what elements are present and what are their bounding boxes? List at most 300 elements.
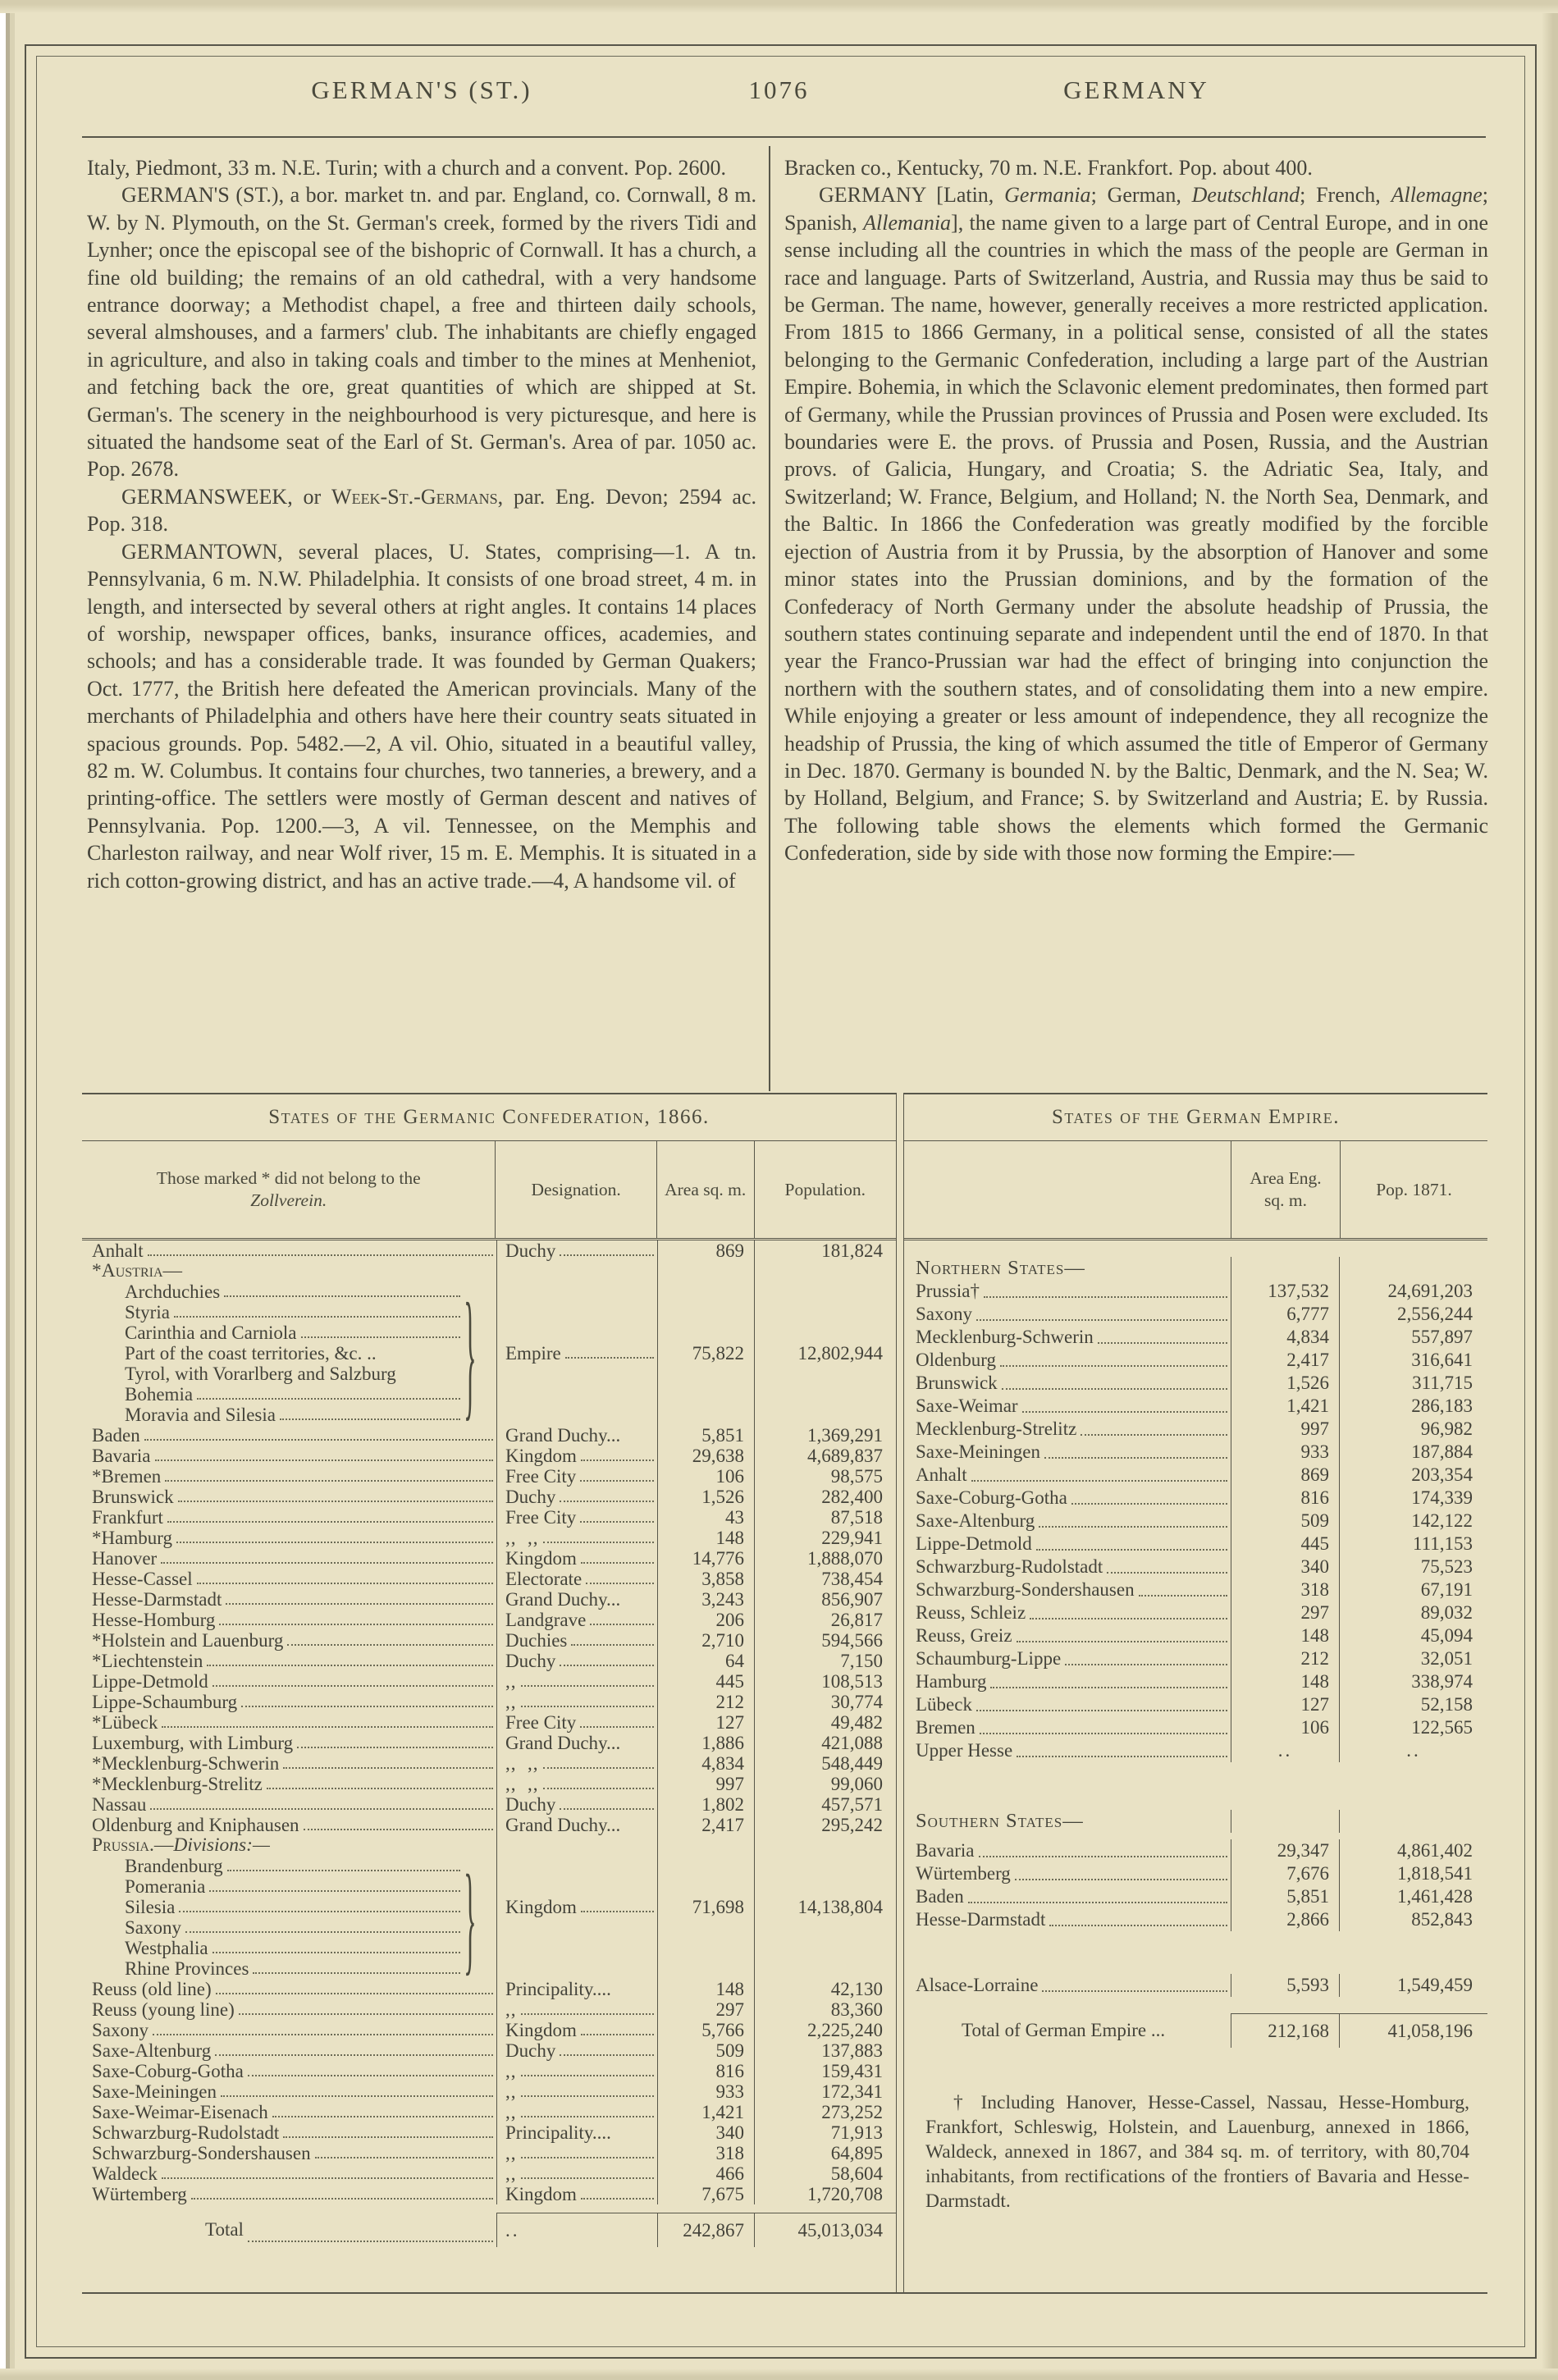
dotted-leader bbox=[581, 1562, 654, 1564]
population-cell bbox=[754, 1261, 896, 1281]
dotted-leader bbox=[1039, 1526, 1227, 1528]
area-cell: 29,638 bbox=[657, 1446, 754, 1466]
table-row bbox=[904, 1533, 1487, 1555]
table-row bbox=[82, 1753, 896, 1774]
dotted-leader bbox=[144, 1439, 493, 1441]
area-cell bbox=[1231, 1257, 1339, 1280]
state-name-cell bbox=[82, 1774, 496, 1794]
table-row bbox=[904, 1257, 1487, 1280]
header-designation-cell: Designation. bbox=[495, 1141, 656, 1238]
table-row bbox=[82, 1897, 896, 1917]
designation-cell bbox=[496, 1425, 657, 1446]
state-name: Bremen bbox=[916, 1717, 975, 1738]
area-cell: 1,526 bbox=[1231, 1372, 1339, 1395]
designation-cell bbox=[496, 2061, 657, 2081]
table-row bbox=[82, 1384, 896, 1405]
area-cell: 64 bbox=[657, 1651, 754, 1671]
dotted-leader bbox=[179, 1911, 460, 1912]
dotted-leader bbox=[216, 1993, 493, 1994]
table-row bbox=[82, 1630, 896, 1651]
table-row bbox=[82, 2184, 896, 2204]
area-cell: 2,866 bbox=[1231, 1908, 1339, 1931]
dotted-leader bbox=[241, 1706, 493, 1707]
designation-text: ,, bbox=[505, 1671, 517, 1692]
dotted-leader bbox=[586, 1583, 654, 1584]
area-cell: 43 bbox=[657, 1507, 754, 1528]
designation-text: Principality.... bbox=[505, 1979, 611, 1999]
state-name: Hamburg bbox=[916, 1671, 987, 1692]
dotted-leader bbox=[212, 1952, 460, 1953]
state-name: Hanover bbox=[92, 1548, 158, 1569]
area-cell bbox=[657, 1856, 754, 1876]
dotted-leader bbox=[581, 2034, 654, 2035]
dotted-leader bbox=[161, 1562, 493, 1564]
population-cell bbox=[754, 1281, 896, 1302]
table-row bbox=[904, 1555, 1487, 1578]
table-row bbox=[82, 1692, 896, 1712]
state-name-cell bbox=[904, 1693, 1231, 1716]
state-name-cell bbox=[904, 1862, 1231, 1885]
paragraph bbox=[784, 181, 1488, 866]
designation-text: Kingdom bbox=[505, 2020, 577, 2040]
population-cell: 1,549,459 bbox=[1339, 1974, 1487, 1997]
table-row bbox=[82, 1548, 896, 1569]
dotted-leader bbox=[1065, 1664, 1227, 1665]
state-name-cell bbox=[904, 1487, 1231, 1510]
state-name: Tyrol, with Vorarlberg and Salzburg bbox=[125, 1364, 396, 1384]
table-row bbox=[82, 1466, 896, 1487]
state-name: Archduchies bbox=[125, 1281, 221, 1302]
dotted-leader bbox=[1081, 1434, 1227, 1436]
state-name: Schwarzburg-Sondershausen bbox=[92, 2143, 311, 2163]
dotted-leader bbox=[209, 1890, 460, 1892]
state-name-cell bbox=[82, 1569, 496, 1589]
population-cell: 67,191 bbox=[1339, 1578, 1487, 1601]
table-row bbox=[82, 1774, 896, 1794]
table-row bbox=[904, 1441, 1487, 1464]
state-name-cell bbox=[82, 2020, 496, 2040]
dotted-leader bbox=[162, 1726, 493, 1728]
state-name: Würtemberg bbox=[916, 1863, 1011, 1884]
state-name-cell bbox=[904, 1257, 1231, 1280]
empire-table-header bbox=[904, 1141, 1487, 1240]
state-name: Bavaria bbox=[916, 1840, 975, 1861]
state-name: Schwarzburg-Rudolstadt bbox=[92, 2122, 280, 2143]
running-head-right: GERMANY bbox=[1063, 75, 1209, 104]
area-cell: 1,421 bbox=[657, 2102, 754, 2122]
dotted-leader bbox=[221, 2095, 493, 2097]
table-row bbox=[904, 1647, 1487, 1670]
area-cell: 297 bbox=[1231, 1601, 1339, 1624]
state-name-cell bbox=[82, 1692, 496, 1712]
area-cell: 3,243 bbox=[657, 1589, 754, 1610]
state-name: Brunswick bbox=[92, 1487, 174, 1507]
dotted-leader bbox=[590, 1624, 654, 1625]
population-cell: 738,454 bbox=[754, 1569, 896, 1589]
text-segment: GERMANTOWN, several places, U. States, comprising—1. A tn. Pennsylvania, 6 m. N.W. Philadelphia. It consists of one broad street, 4 m. in length, and intersected by several others at right angles. It contains 14 places of worship, newspaper offices, banks, insurance offices, academies, and schools; and has a considerable trade. It was founded by German Quakers; Oct. 1777, the British here defeated the American provincials. Many of the merchants of Philadelphia and others have here their country seats situated in spacious grounds. Pop. 5482.—2, A vil. Ohio, situated in a beautiful valley, 82 m. W. Columbus. It contains four churches, two tanneries, a brewery, and a printing-office. The settlers were mostly of German descent and natives of Pennsylvania. Pop. 1200.—3, A vil. Tennessee, on the Memphis and Charleston railway, and near Wolf river, 15 m. E. Memphis. It is situated in a rich cotton-growing district, and has an active trade.—4, A handsome vil. of bbox=[87, 539, 756, 893]
area-cell bbox=[657, 1384, 754, 1405]
state-name-cell bbox=[82, 2081, 496, 2102]
area-cell: 148 bbox=[1231, 1670, 1339, 1693]
designation-text: Duchy bbox=[505, 1487, 556, 1507]
text-segment: GERMANY [Latin, bbox=[819, 183, 1005, 208]
state-name: Saxe-Coburg-Gotha bbox=[92, 2061, 244, 2081]
area-cell: 466 bbox=[657, 2163, 754, 2184]
population-cell: 295,242 bbox=[754, 1815, 896, 1835]
dotted-leader bbox=[197, 1583, 493, 1584]
dotted-leader bbox=[581, 1460, 654, 1461]
designation-text: Duchy bbox=[505, 1794, 556, 1815]
table-row bbox=[82, 1261, 896, 1281]
state-name-cell bbox=[904, 1303, 1231, 1326]
paragraph bbox=[87, 483, 756, 538]
dotted-leader bbox=[1017, 1641, 1227, 1642]
designation-cell bbox=[496, 1999, 657, 2020]
table-row bbox=[82, 2020, 896, 2040]
text-segment: Allemania bbox=[863, 210, 952, 235]
area-cell: 318 bbox=[1231, 1578, 1339, 1601]
table-row bbox=[82, 1343, 896, 1364]
state-name-cell bbox=[904, 1670, 1231, 1693]
population-cell: 229,941 bbox=[754, 1528, 896, 1548]
text-segment: Bracken co., Kentucky, 70 m. N.E. Frankfort. Pop. about 400. bbox=[784, 156, 1313, 180]
area-cell: 869 bbox=[657, 1240, 754, 1261]
dotted-leader bbox=[1017, 1756, 1227, 1757]
designation-cell bbox=[496, 1958, 657, 1979]
state-name: *Hamburg bbox=[92, 1528, 172, 1548]
designation-cell bbox=[496, 1917, 657, 1938]
text-segment: Germania bbox=[1004, 183, 1091, 208]
state-name-cell bbox=[904, 1510, 1231, 1533]
population-cell: 273,252 bbox=[754, 2102, 896, 2122]
population-cell: 45,094 bbox=[1339, 1624, 1487, 1647]
state-name-cell bbox=[82, 1835, 496, 1856]
text-segment: Austria— bbox=[101, 1260, 183, 1281]
state-name: Schwarzburg-Sondershausen bbox=[916, 1579, 1135, 1600]
dotted-leader bbox=[1049, 1925, 1227, 1926]
area-cell bbox=[657, 1405, 754, 1425]
area-cell: 212 bbox=[657, 1692, 754, 1712]
population-cell: 52,158 bbox=[1339, 1693, 1487, 1716]
area-cell: 3,858 bbox=[657, 1569, 754, 1589]
state-name-cell bbox=[82, 1487, 496, 1507]
dotted-leader bbox=[272, 2116, 493, 2117]
dotted-leader bbox=[979, 1856, 1227, 1857]
table-row bbox=[904, 1839, 1487, 1862]
area-cell: 5,851 bbox=[1231, 1885, 1339, 1908]
table-row bbox=[82, 1507, 896, 1528]
population-cell: 548,449 bbox=[754, 1753, 896, 1774]
dotted-leader bbox=[571, 1644, 654, 1646]
table-row bbox=[82, 1733, 896, 1753]
population-cell: 12,802,944 bbox=[754, 1343, 896, 1364]
population-cell bbox=[754, 1364, 896, 1384]
state-name-cell bbox=[904, 1739, 1231, 1762]
population-cell: 7,150 bbox=[754, 1651, 896, 1671]
designation-cell bbox=[496, 1384, 657, 1405]
state-name-cell bbox=[904, 1326, 1231, 1349]
designation-text: ,, ,, bbox=[505, 1753, 539, 1774]
dotted-leader bbox=[1139, 1595, 1227, 1597]
area-cell: 71,698 bbox=[657, 1897, 754, 1917]
table-row bbox=[82, 1712, 896, 1733]
state-name-cell bbox=[82, 1405, 496, 1425]
area-cell: 4,834 bbox=[657, 1753, 754, 1774]
table-row bbox=[904, 1974, 1487, 1997]
dotted-leader bbox=[560, 1665, 654, 1666]
designation-text: Grand Duchy... bbox=[505, 1733, 621, 1753]
population-cell: 30,774 bbox=[754, 1692, 896, 1712]
confederation-table-header bbox=[82, 1141, 896, 1240]
state-name-cell bbox=[82, 1322, 496, 1343]
area-cell: 127 bbox=[1231, 1693, 1339, 1716]
designation-text: ,, bbox=[505, 1999, 517, 2020]
dotted-leader bbox=[301, 1336, 461, 1338]
population-cell: 1,888,070 bbox=[754, 1548, 896, 1569]
state-name: Styria bbox=[125, 1302, 170, 1322]
state-name-cell bbox=[82, 2102, 496, 2122]
table-row bbox=[904, 1693, 1487, 1716]
area-cell: 445 bbox=[1231, 1533, 1339, 1555]
designation-text: Kingdom bbox=[505, 1548, 577, 1569]
table-row bbox=[904, 1372, 1487, 1395]
area-cell: 148 bbox=[1231, 1624, 1339, 1647]
paragraph bbox=[87, 538, 756, 894]
total-area-cell: 242,867 bbox=[657, 2213, 754, 2247]
area-cell bbox=[657, 1364, 754, 1384]
dotted-leader bbox=[976, 1319, 1227, 1321]
dotted-leader bbox=[219, 1624, 493, 1625]
paragraph bbox=[87, 154, 756, 181]
designation-text: Principality.... bbox=[505, 2122, 611, 2143]
area-cell: 318 bbox=[657, 2143, 754, 2163]
scan-edge-top bbox=[0, 0, 1558, 13]
table-row bbox=[82, 2081, 896, 2102]
area-cell: 5,766 bbox=[657, 2020, 754, 2040]
table-row bbox=[82, 1979, 896, 1999]
designation-text: Duchy bbox=[505, 2040, 556, 2061]
designation-text: Grand Duchy... bbox=[505, 1815, 621, 1835]
state-name bbox=[92, 1261, 182, 1281]
designation-text: Free City bbox=[505, 1466, 577, 1487]
population-cell: 42,130 bbox=[754, 1979, 896, 1999]
dotted-leader bbox=[1036, 1549, 1227, 1551]
area-cell: 127 bbox=[657, 1712, 754, 1733]
dotted-leader bbox=[167, 1521, 493, 1523]
right-text-column bbox=[784, 154, 1488, 867]
population-cell: 1,461,428 bbox=[1339, 1885, 1487, 1908]
table-row bbox=[82, 1651, 896, 1671]
state-name-cell bbox=[82, 1364, 496, 1384]
population-cell: 4,861,402 bbox=[1339, 1839, 1487, 1862]
designation-cell bbox=[496, 1733, 657, 1753]
state-name: Alsace-Lorraine bbox=[916, 1975, 1039, 1995]
state-name: Lippe-Schaumburg bbox=[92, 1692, 238, 1712]
dotted-leader bbox=[976, 1710, 1227, 1711]
designation-text: Electorate bbox=[505, 1569, 583, 1589]
designation-text: Kingdom bbox=[505, 1446, 577, 1466]
empire-table bbox=[903, 1093, 1487, 2292]
population-cell: 282,400 bbox=[754, 1487, 896, 1507]
area-cell: 509 bbox=[657, 2040, 754, 2061]
dotted-leader bbox=[1022, 1411, 1227, 1413]
confederation-table-caption: States of the Germanic Confederation, 1866. bbox=[82, 1094, 896, 1141]
state-name: Westphalia bbox=[125, 1938, 208, 1958]
table-row bbox=[82, 1364, 896, 1384]
area-cell: 206 bbox=[657, 1610, 754, 1630]
designation-cell bbox=[496, 1774, 657, 1794]
total-row bbox=[82, 2213, 896, 2247]
designation-cell bbox=[496, 1302, 657, 1322]
state-name: Saxe-Coburg-Gotha bbox=[916, 1487, 1067, 1508]
state-name: Nassau bbox=[92, 1794, 147, 1815]
designation-cell bbox=[496, 1610, 657, 1630]
state-name-cell bbox=[82, 1302, 496, 1322]
area-cell: 509 bbox=[1231, 1510, 1339, 1533]
state-name: Saxony bbox=[916, 1304, 972, 1324]
population-cell: 111,153 bbox=[1339, 1533, 1487, 1555]
population-cell: 87,518 bbox=[754, 1507, 896, 1528]
dotted-leader bbox=[227, 1870, 460, 1871]
designation-cell bbox=[496, 1281, 657, 1302]
state-name-cell bbox=[82, 1548, 496, 1569]
state-name: Oldenburg and Kniphausen bbox=[92, 1815, 299, 1835]
state-name-cell bbox=[82, 1815, 496, 1835]
population-cell: 26,817 bbox=[754, 1610, 896, 1630]
dotted-leader bbox=[560, 1501, 654, 1502]
designation-text: Kingdom bbox=[505, 2184, 577, 2204]
area-cell: 106 bbox=[1231, 1716, 1339, 1739]
table-row bbox=[82, 1876, 896, 1897]
state-name-cell bbox=[82, 1897, 496, 1917]
table-row bbox=[82, 2163, 896, 2184]
designation-cell bbox=[496, 1651, 657, 1671]
table-row bbox=[82, 2102, 896, 2122]
state-name-cell bbox=[82, 1240, 496, 1261]
state-name: Lippe-Detmold bbox=[916, 1533, 1032, 1554]
state-name-cell bbox=[904, 1395, 1231, 1418]
state-name-cell bbox=[904, 1280, 1231, 1303]
dotted-leader bbox=[150, 1808, 493, 1810]
area-cell: 997 bbox=[657, 1774, 754, 1794]
state-name: Southern States— bbox=[916, 1810, 1084, 1832]
area-cell: 340 bbox=[657, 2122, 754, 2143]
area-cell: 997 bbox=[1231, 1418, 1339, 1441]
state-name: Baden bbox=[916, 1886, 964, 1907]
dotted-leader bbox=[521, 1706, 655, 1707]
designation-cell bbox=[496, 1322, 657, 1343]
state-name: Northern States— bbox=[916, 1257, 1085, 1279]
designation-cell bbox=[496, 1897, 657, 1917]
state-name-cell bbox=[82, 1630, 496, 1651]
designation-cell bbox=[496, 2102, 657, 2122]
state-name: *Liechtenstein bbox=[92, 1651, 203, 1671]
state-name: Reuss, Schleiz bbox=[916, 1602, 1026, 1623]
dotted-leader bbox=[267, 1788, 493, 1789]
population-cell: 159,431 bbox=[754, 2061, 896, 2081]
state-name: Reuss (young line) bbox=[92, 1999, 235, 2020]
dotted-leader bbox=[560, 2054, 654, 2056]
state-name: Saxe-Weimar-Eisenach bbox=[92, 2102, 268, 2122]
paragraph bbox=[87, 181, 756, 482]
designation-cell bbox=[496, 2040, 657, 2061]
table-row bbox=[82, 1302, 896, 1322]
area-cell: 340 bbox=[1231, 1555, 1339, 1578]
population-cell: 137,883 bbox=[754, 2040, 896, 2061]
text-segment: ; German, bbox=[1090, 183, 1192, 208]
dotted-leader bbox=[283, 1767, 493, 1769]
text-segment: ], the name given to a large part of Central Europe, and in one sense including all the countries in which the mass of the people are German in race and language. Parts of Switzerland, Austria, and Russia may thus be said to be German. The name, however, generally receives a more restricted application. From 1815 to 1866 Germany, in a political sense, consisted of all the states belonging to the Germanic Confederation, including a large part of the Austrian Empire. Bohemia, in which the Sclavonic element predominates, then formed part of Germany, while the Prussian provinces of Prussia and Posen were excluded. Its boundaries were E. the provs. of Prussia and Posen, Russia, and the Austrian provs. of Galicia, Hungary, and Croatia; S. the Adriatic Sea, Italy, and Switzerland; W. France, Belgium, and Holland; N. the North Sea, Denmark, and the Baltic. In 1866 the Confederation was greatly modified by the forcible ejection of Austria from it by Prussia, by the absorption of Hanover and some minor states into the Prussian dominions, and by the formation of the Confederacy of North Germany under the absolute headship of Prussia, the southern states continuing separate and independent until the end of 1870. In that year the Franco-Prussian war had the effect of bringing into conjunction the northern with the southern states, and of consolidating them into a new empire. While enjoying a greater or less amount of independence, they all recognize the headship of Prussia, the king of which assumed the title of Emperor of Germany in Dec. 1870. Germany is bounded N. by the Baltic, Denmark, and the N. Sea; W. by Holland, Belgium, and France; S. by Switzerland and Austria; E. by Russia. The following table shows the elements which formed the Germanic Confederation, side by side with those now forming the Empire:— bbox=[784, 210, 1488, 866]
designation-cell bbox=[496, 1507, 657, 1528]
state-name: Moravia and Silesia bbox=[125, 1405, 276, 1425]
total-row bbox=[904, 2013, 1487, 2048]
state-name: *Lübeck bbox=[92, 1712, 158, 1733]
dotted-leader bbox=[543, 1788, 655, 1789]
population-cell bbox=[754, 1917, 896, 1938]
designation-cell bbox=[496, 1364, 657, 1384]
population-cell bbox=[1339, 1810, 1487, 1833]
state-name-cell bbox=[82, 1651, 496, 1671]
total-name-cell bbox=[904, 2013, 1231, 2048]
designation-cell bbox=[496, 1692, 657, 1712]
population-cell: 122,565 bbox=[1339, 1716, 1487, 1739]
population-cell bbox=[754, 1835, 896, 1856]
designation-cell bbox=[496, 1569, 657, 1589]
table-row bbox=[904, 1464, 1487, 1487]
designation-cell bbox=[496, 1712, 657, 1733]
state-name-cell bbox=[904, 1578, 1231, 1601]
area-cell bbox=[657, 1917, 754, 1938]
area-cell bbox=[657, 1835, 754, 1856]
area-cell: 1,886 bbox=[657, 1733, 754, 1753]
designation-text: Free City bbox=[505, 1507, 577, 1528]
designation-text: Duchy bbox=[505, 1240, 556, 1261]
dotted-leader bbox=[224, 1295, 460, 1297]
state-name-cell bbox=[82, 1917, 496, 1938]
text-segment: Italy, Piedmont, 33 m. N.E. Turin; with a church and a convent. Pop. 2600. bbox=[87, 156, 726, 180]
state-name-cell bbox=[904, 1372, 1231, 1395]
state-name-cell bbox=[904, 1647, 1231, 1670]
table-row bbox=[82, 1589, 896, 1610]
designation-cell bbox=[496, 1815, 657, 1835]
total-area-cell: 212,168 bbox=[1231, 2013, 1339, 2048]
state-name: Bavaria bbox=[92, 1446, 151, 1466]
state-name: Rhine Provinces bbox=[125, 1958, 249, 1979]
state-name-cell bbox=[904, 1349, 1231, 1372]
area-cell bbox=[657, 1938, 754, 1958]
state-name: Saxe-Altenburg bbox=[92, 2040, 212, 2061]
dotted-leader bbox=[521, 2013, 655, 2015]
population-cell bbox=[754, 1876, 896, 1897]
dotted-leader bbox=[315, 2157, 493, 2158]
dotted-leader bbox=[176, 1542, 493, 1543]
state-name-cell bbox=[904, 1441, 1231, 1464]
state-name: Anhalt bbox=[916, 1464, 967, 1485]
table-row bbox=[904, 1885, 1487, 1908]
dotted-leader bbox=[968, 1902, 1227, 1903]
area-cell: 29,347 bbox=[1231, 1839, 1339, 1862]
group-brace: } bbox=[464, 1848, 477, 1987]
state-name: Saxony bbox=[125, 1917, 181, 1938]
designation-cell bbox=[496, 1487, 657, 1507]
area-cell: .. bbox=[1231, 1739, 1339, 1762]
state-name-cell bbox=[904, 1716, 1231, 1739]
state-name: Anhalt bbox=[92, 1240, 144, 1261]
table-row bbox=[904, 1303, 1487, 1326]
area-cell: 1,802 bbox=[657, 1794, 754, 1815]
state-name bbox=[92, 1835, 270, 1856]
population-cell: 594,566 bbox=[754, 1630, 896, 1651]
